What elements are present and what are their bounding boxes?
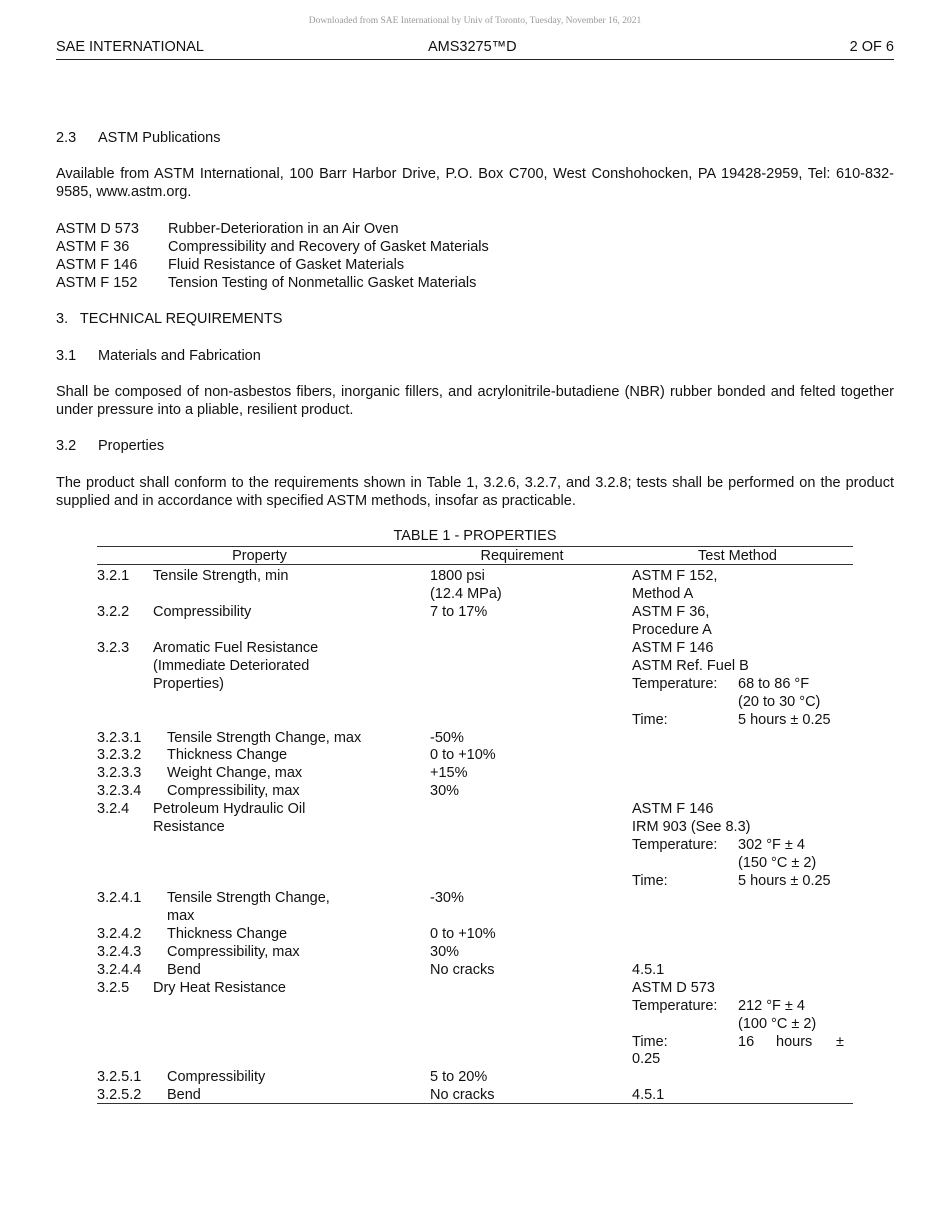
row-property: Dry Heat Resistance: [153, 980, 286, 996]
properties-paragraph: The product shall conform to the requirements shown in Table 1, 3.2.6, 3.2.7, and 3.2.8; tests shall be performed on the product supplied and in accordance with specified ASTM methods, insofar as practicable.: [56, 475, 894, 509]
row-test-method: ASTM F 146: [632, 801, 714, 817]
section-number: 3.1: [56, 348, 77, 364]
row-requirement: +15%: [430, 765, 468, 781]
row-number: 3.2.3.1: [97, 730, 142, 746]
row-number: 3.2.1: [97, 568, 130, 584]
row-property: Compressibility, max: [167, 783, 300, 799]
temperature-value-metric: (20 to 30 °C): [738, 694, 821, 710]
column-header-requirement: Requirement: [480, 548, 564, 564]
section-title: ASTM Publications: [98, 130, 221, 146]
section-heading-3-2: [56, 437, 894, 455]
row-property: Compressibility: [153, 604, 252, 620]
section-heading-2-3: [56, 129, 894, 147]
row-property: Thickness Change: [167, 747, 288, 763]
row-test-method: 4.5.1: [632, 962, 665, 978]
row-number: 3.2.4.3: [97, 944, 142, 960]
row-property: Tensile Strength, min: [153, 568, 289, 584]
row-requirement: 5 to 20%: [430, 1069, 488, 1085]
row-requirement: -30%: [430, 890, 464, 906]
row-requirement: 7 to 17%: [430, 604, 488, 620]
row-test-method-detail: Method A: [632, 586, 694, 602]
row-number: 3.2.4.4: [97, 962, 142, 978]
row-number: 3.2.4: [97, 801, 130, 817]
row-test-fluid: ASTM Ref. Fuel B: [632, 658, 749, 674]
row-property: Compressibility, max: [167, 944, 300, 960]
row-requirement: -50%: [430, 730, 464, 746]
row-requirement: No cracks: [430, 962, 495, 978]
reference-code: ASTM D 573: [56, 221, 139, 237]
time-value-number: 16: [738, 1034, 755, 1050]
temperature-label: Temperature:: [632, 837, 718, 853]
time-label: Time:: [632, 1034, 668, 1050]
reference-item: [56, 256, 404, 274]
table-bottom-rule: [97, 1103, 853, 1104]
row-number: 3.2.5.2: [97, 1087, 142, 1103]
row-property: Tensile Strength Change, max: [167, 730, 362, 746]
row-property: Bend: [167, 1087, 201, 1103]
row-number: 3.2.3: [97, 640, 130, 656]
row-property: Weight Change, max: [167, 765, 303, 781]
temperature-label: Temperature:: [632, 676, 718, 692]
section-number: 2.3: [56, 130, 77, 146]
row-requirement-metric: (12.4 MPa): [430, 586, 502, 602]
row-property-line-3: Properties): [153, 676, 224, 692]
page-header: [56, 39, 894, 60]
time-value-tolerance: 0.25: [632, 1051, 661, 1067]
row-property: Compressibility: [167, 1069, 266, 1085]
row-number: 3.2.3.3: [97, 765, 142, 781]
row-property: Thickness Change: [167, 926, 288, 942]
reference-code: ASTM F 36: [56, 239, 130, 255]
row-number: 3.2.5: [97, 980, 130, 996]
table-caption: TABLE 1 - PROPERTIES: [393, 528, 557, 544]
reference-item: [56, 274, 476, 292]
row-property: Petroleum Hydraulic Oil: [153, 801, 306, 817]
section-number: 3.2: [56, 438, 77, 454]
temperature-value: 212 °F ± 4: [738, 998, 805, 1014]
row-test-method: 4.5.1: [632, 1087, 665, 1103]
row-test-method: ASTM F 146: [632, 640, 714, 656]
row-requirement: 1800 psi: [430, 568, 485, 584]
row-number: 3.2.3.4: [97, 783, 142, 799]
section-heading-3: 3. TECHNICAL REQUIREMENTS: [56, 311, 283, 327]
temperature-value-metric: (100 °C ± 2): [738, 1016, 817, 1032]
row-number: 3.2.4.1: [97, 890, 142, 906]
time-label: Time:: [632, 873, 668, 889]
row-number: 3.2.2: [97, 604, 130, 620]
column-header-property: Property: [232, 548, 287, 564]
row-test-method: ASTM F 152,: [632, 568, 718, 584]
row-test-method-detail: Procedure A: [632, 622, 712, 638]
row-requirement: 30%: [430, 944, 460, 960]
download-notice: Downloaded from SAE International by Univ of Toronto, Tuesday, November 16, 2021: [308, 16, 642, 26]
materials-paragraph: Shall be composed of non-asbestos fibers, inorganic fillers, and acrylonitrile-butadiene (NBR) rubber bonded and felted together under pressure into a pliable, resilient product.: [56, 384, 894, 418]
section-title: Materials and Fabrication: [98, 348, 261, 364]
row-requirement: No cracks: [430, 1087, 495, 1103]
row-property: Bend: [167, 962, 201, 978]
reference-title: Tension Testing of Nonmetallic Gasket Materials: [168, 275, 477, 291]
table-header-rule: [97, 564, 853, 565]
row-property-line-2: max: [167, 908, 195, 924]
section-title: Properties: [98, 438, 165, 454]
row-requirement: 0 to +10%: [430, 747, 496, 763]
row-property: Tensile Strength Change,: [167, 890, 330, 906]
time-value: 5 hours ± 0.25: [738, 873, 831, 889]
column-header-test-method: Test Method: [698, 548, 777, 564]
row-property-line-2: Resistance: [153, 819, 225, 835]
header-page-number: 2 OF 6: [849, 39, 894, 55]
header-doc-id: AMS3275™D: [428, 39, 517, 55]
reference-title: Fluid Resistance of Gasket Materials: [168, 257, 405, 273]
reference-item: [56, 238, 489, 256]
reference-item: [56, 220, 399, 238]
time-label: Time:: [632, 712, 668, 728]
row-property: Aromatic Fuel Resistance: [153, 640, 319, 656]
time-value: 5 hours ± 0.25: [738, 712, 831, 728]
time-value-plusminus: ±: [836, 1034, 844, 1050]
temperature-value-metric: (150 °C ± 2): [738, 855, 817, 871]
astm-availability-paragraph: Available from ASTM International, 100 Barr Harbor Drive, P.O. Box C700, West Conshohocken, PA 19428-2959, Tel: 610-832-9585, www.astm.org.: [56, 166, 894, 200]
row-requirement: 0 to +10%: [430, 926, 496, 942]
row-test-fluid: IRM 903 (See 8.3): [632, 819, 751, 835]
section-heading-3-1: [56, 347, 894, 365]
row-requirement: 30%: [430, 783, 460, 799]
row-number: 3.2.4.2: [97, 926, 142, 942]
row-number: 3.2.5.1: [97, 1069, 142, 1085]
row-test-method: ASTM D 573: [632, 980, 715, 996]
reference-title: Compressibility and Recovery of Gasket Materials: [168, 239, 489, 255]
reference-code: ASTM F 152: [56, 275, 138, 291]
temperature-value: 68 to 86 °F: [738, 676, 810, 692]
reference-code: ASTM F 146: [56, 257, 138, 273]
header-org: SAE INTERNATIONAL: [56, 39, 204, 55]
time-value-unit: hours: [776, 1034, 813, 1050]
temperature-label: Temperature:: [632, 998, 718, 1014]
row-test-method: ASTM F 36,: [632, 604, 710, 620]
reference-title: Rubber-Deterioration in an Air Oven: [168, 221, 399, 237]
row-number: 3.2.3.2: [97, 747, 142, 763]
temperature-value: 302 °F ± 4: [738, 837, 805, 853]
row-property-line-2: (Immediate Deteriorated: [153, 658, 310, 674]
